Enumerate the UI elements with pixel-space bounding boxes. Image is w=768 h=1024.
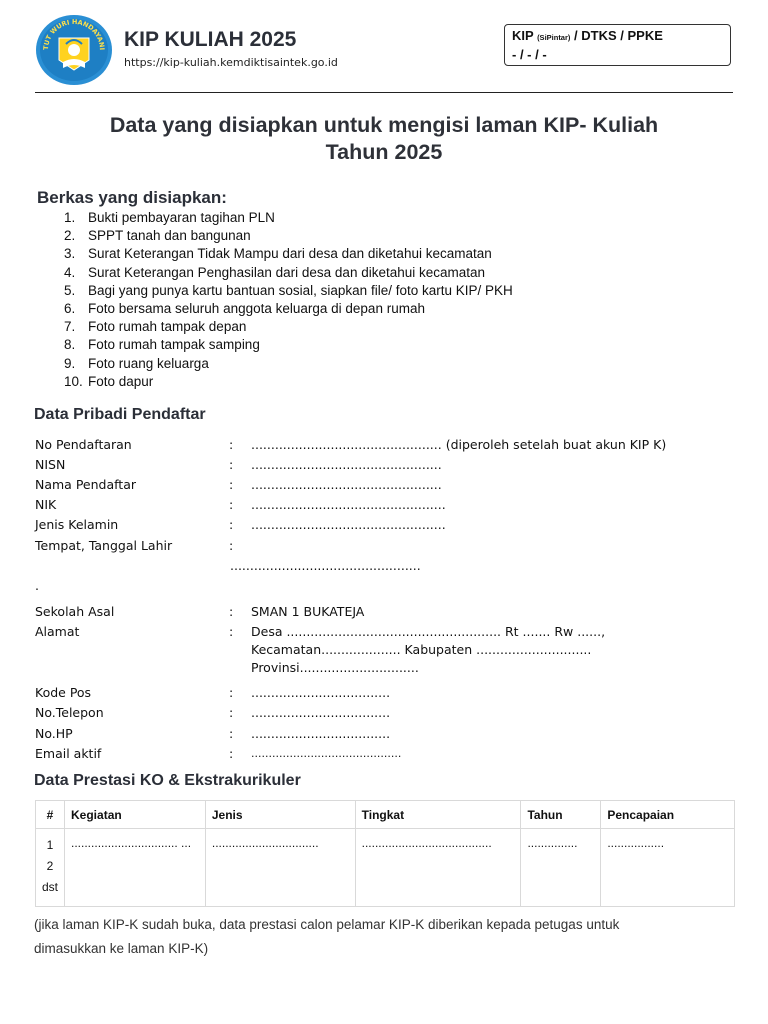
kip-category-line — [512, 28, 730, 43]
colon: : — [229, 624, 234, 639]
kip-sipintar-label: (SiPintar) — [537, 33, 571, 42]
alamat-provinsi-field[interactable]: Provinsi.............................. — [251, 660, 419, 675]
col-header-pencapaian: Pencapaian — [601, 801, 735, 829]
telepon-field[interactable]: ................................... — [251, 705, 391, 720]
alamat-label: Alamat — [35, 624, 80, 639]
table-header-row — [36, 801, 735, 829]
site-url[interactable]: https://kip-kuliah.kemdiktisaintek.go.id — [124, 56, 338, 69]
colon: : — [229, 477, 234, 492]
nisn-field[interactable]: ................................................ — [251, 457, 442, 472]
colon: : — [229, 437, 234, 452]
berkas-item: 4. Surat Keterangan Penghasilan dari desa dan diketahui kecamatan — [64, 264, 486, 280]
berkas-list — [64, 209, 513, 391]
prestasi-table — [35, 800, 735, 907]
document-title-line1: Data yang disiapkan untuk mengisi laman KIP- Kuliah — [109, 113, 659, 137]
email-label: Email aktif — [35, 746, 102, 761]
kip-category-values: - / - / - — [512, 47, 547, 62]
prestasi-heading: Data Prestasi KO & Ekstrakurikuler — [34, 772, 301, 789]
col-header-kegiatan: Kegiatan — [65, 801, 206, 829]
ttl-label: Tempat, Tanggal Lahir — [35, 538, 173, 553]
footer-note: (jika laman KIP-K sudah buka, data prestasi calon pelamar KIP-K diberikan kepada petugas untuk dimasukkan ke laman KIP-K) — [34, 917, 620, 956]
colon: : — [229, 457, 234, 472]
nama-field[interactable]: ................................................ — [251, 477, 442, 492]
nama-label: Nama Pendaftar — [35, 477, 137, 492]
kode-pos-label: Kode Pos — [35, 685, 92, 700]
kemdikbud-logo — [35, 14, 113, 86]
tahun-cell[interactable]: ............... — [521, 829, 601, 907]
kegiatan-cell[interactable]: ................................ ... — [65, 829, 206, 907]
berkas-item: 6. Foto bersama seluruh anggota keluarga di depan rumah — [64, 300, 425, 316]
berkas-item: 3. Surat Keterangan Tidak Mampu dari desa dan diketahui kecamatan — [64, 246, 492, 262]
kode-pos-field[interactable]: ................................... — [251, 685, 391, 700]
kip-other-categories: / DTKS / PPKE — [574, 28, 663, 43]
tingkat-cell[interactable]: ....................................... — [355, 829, 521, 907]
no-pendaftaran-field[interactable]: ................................................ (diperoleh setelah buat akun KIP K) — [251, 437, 667, 452]
colon: : — [229, 604, 234, 619]
ttl-field[interactable]: ................................................ — [230, 558, 421, 573]
berkas-item: 1. Bukti pembayaran tagihan PLN — [64, 210, 275, 225]
berkas-item: 10. Foto dapur — [64, 373, 154, 389]
colon: : — [229, 705, 234, 720]
berkas-heading: Berkas yang disiapkan: — [37, 188, 227, 207]
berkas-item: 8. Foto rumah tampak samping — [64, 337, 260, 353]
kip-label: KIP — [512, 28, 534, 43]
sekolah-value: SMAN 1 BUKATEJA — [251, 604, 365, 619]
col-header-tingkat: Tingkat — [355, 801, 521, 829]
jenis-kelamin-label: Jenis Kelamin — [35, 517, 119, 532]
hp-label: No.HP — [35, 726, 73, 741]
sekolah-label: Sekolah Asal — [35, 604, 115, 619]
pribadi-heading: Data Pribadi Pendaftar — [34, 406, 206, 423]
colon: : — [229, 497, 234, 512]
telepon-label: No.Telepon — [35, 705, 104, 720]
nik-label: NIK — [35, 497, 57, 512]
berkas-item: 2. SPPT tanah dan bangunan — [64, 228, 251, 244]
pencapaian-cell[interactable]: ................. — [601, 829, 735, 907]
hp-field[interactable]: ................................... — [251, 726, 391, 741]
row-numbers: 1 2 dst — [36, 829, 65, 907]
berkas-item: 9. Foto ruang keluarga — [64, 355, 209, 371]
email-field[interactable]: ........................................... — [251, 747, 402, 760]
col-header-tahun: Tahun — [521, 801, 601, 829]
logo-motto: TUT WURI HANDAYANI — [41, 17, 107, 51]
document-title-line2: Tahun 2025 — [325, 140, 443, 164]
col-header-number: # — [36, 801, 65, 829]
kip-category-box — [504, 24, 731, 66]
table-row — [36, 829, 735, 907]
jenis-cell[interactable]: ................................ — [205, 829, 355, 907]
alamat-desa-field[interactable]: Desa ...................................................... Rt ....... Rw ......, — [251, 624, 606, 639]
no-pendaftaran-label: No Pendaftaran — [35, 437, 132, 452]
nisn-label: NISN — [35, 457, 66, 472]
colon: : — [229, 746, 234, 761]
colon: : — [229, 685, 234, 700]
berkas-item: 7. Foto rumah tampak depan — [64, 319, 247, 335]
colon: : — [229, 538, 234, 553]
jenis-kelamin-field[interactable]: ................................................. — [251, 517, 446, 532]
alamat-kecamatan-field[interactable]: Kecamatan.................... Kabupaten ............................. — [251, 642, 592, 657]
app-title: KIP KULIAH 2025 — [124, 28, 297, 51]
berkas-item: 5. Bagi yang punya kartu bantuan sosial, siapkan file/ foto kartu KIP/ PKH — [64, 282, 513, 298]
ttl-trailing-dot: . — [35, 578, 39, 593]
col-header-jenis: Jenis — [205, 801, 355, 829]
colon: : — [229, 726, 234, 741]
header-divider — [35, 92, 733, 93]
document-title — [0, 112, 768, 166]
colon: : — [229, 517, 234, 532]
nik-field[interactable]: ................................................. — [251, 497, 446, 512]
